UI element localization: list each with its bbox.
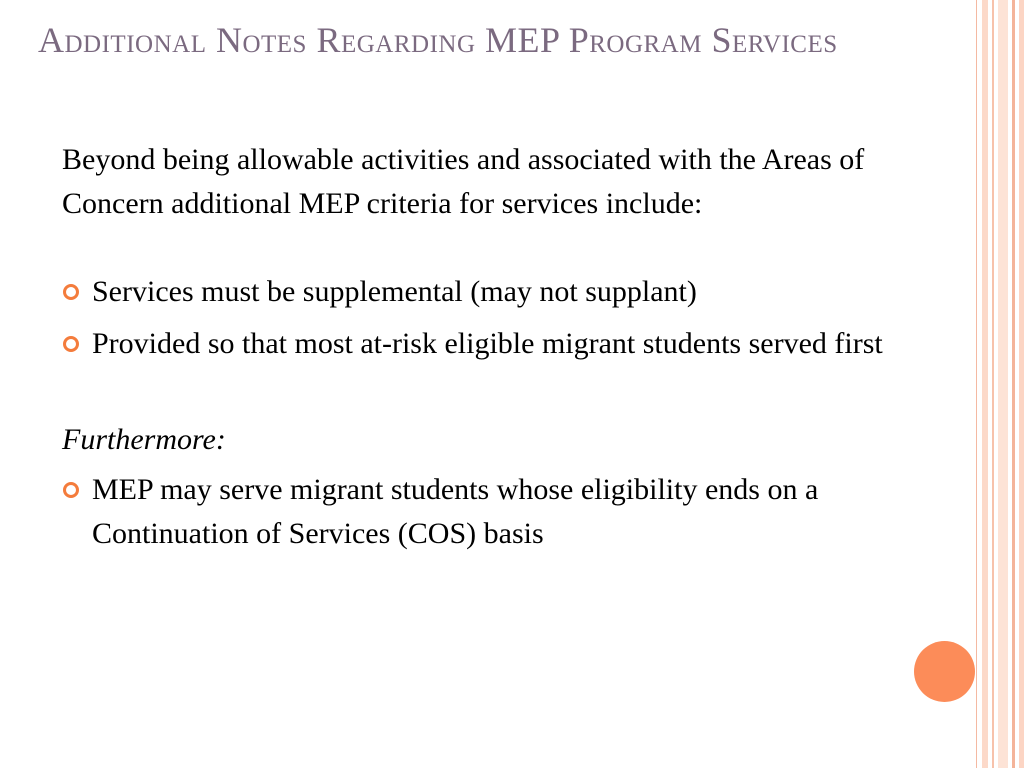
spacer [62,226,972,270]
bullet-list-cos [62,468,972,556]
slide-body [62,138,972,564]
list-item [62,270,972,314]
decorative-stripes [976,0,1024,768]
spacer [62,374,972,418]
hollow-circle-bullet-icon [63,336,79,352]
bullet-text: Services must be supplemental (may not supplant) [92,275,697,308]
list-item [62,322,972,366]
furthermore-label: Furthermore: [62,423,226,456]
decorative-circle-icon [914,641,975,702]
intro-paragraph: Beyond being allowable activities and associated with the Areas of Concern additional MEP criteria for services include: [62,143,865,220]
stripe [976,0,977,768]
stripe [992,0,994,768]
stripe [1019,0,1024,768]
slide-title: Additional Notes Regarding MEP Program Services [38,20,838,60]
list-item [62,468,972,556]
bullet-text: MEP may serve migrant students whose eligibility ends on a Continuation of Services (COS) basis [92,473,819,550]
stripe [982,0,988,768]
bullet-text: Provided so that most at-risk eligible migrant students served first [92,327,883,360]
hollow-circle-bullet-icon [63,482,79,498]
stripe [1012,0,1015,768]
stripe [998,0,1008,768]
hollow-circle-bullet-icon [63,284,79,300]
bullet-list-criteria [62,270,972,366]
